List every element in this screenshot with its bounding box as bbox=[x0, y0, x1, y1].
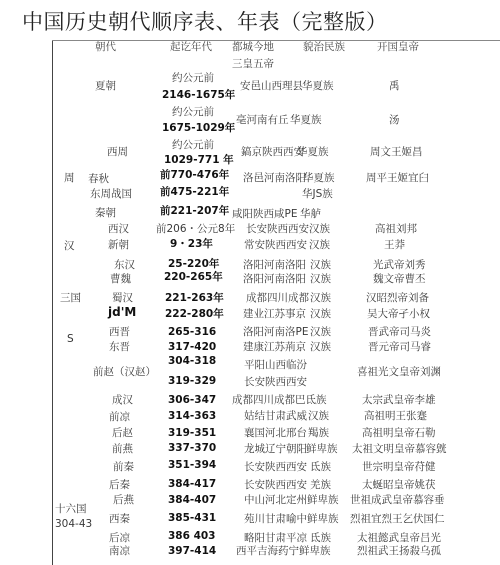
years-houzhao: 319-351 bbox=[168, 427, 217, 439]
years-zhanguo: 前475-221年 bbox=[160, 186, 230, 198]
capital-houliang: 略阳甘肃平凉 bbox=[244, 532, 307, 544]
years-xia-a: 约公元前 bbox=[172, 72, 214, 84]
years-xiqin: 385-431 bbox=[168, 512, 217, 524]
ethnic-qianliang: 汉族 bbox=[308, 410, 329, 422]
capital-shang: 亳河南有丘 bbox=[236, 114, 289, 126]
founder-caowei: 魏文帝曹丕 bbox=[373, 273, 426, 285]
founder-dongjin: 晋元帝司马睿 bbox=[368, 341, 431, 353]
years-qianliang: 314-363 bbox=[168, 410, 217, 422]
ethnic-qianyan: 鲜卑族 bbox=[306, 443, 338, 455]
ethnic-xinchao: 汉族 bbox=[309, 239, 330, 251]
dynasty-chunqiu: 春秋 bbox=[88, 173, 109, 185]
ethnic-chunqiu: 华夏族 bbox=[303, 172, 335, 184]
ethnic-xizhou: 华夏族 bbox=[297, 146, 329, 158]
dynasty-dongwu: jd'M bbox=[108, 305, 137, 319]
dynasty-houzhao: 后赵 bbox=[112, 427, 133, 439]
years-shang-a: 约公元前 bbox=[172, 106, 214, 118]
founder-shang: 汤 bbox=[389, 114, 400, 126]
years-xinchao: 9・23年 bbox=[170, 238, 213, 250]
capital-xizhou: 鎬京陕西西安 bbox=[241, 146, 304, 158]
years-qin: 前221-207年 bbox=[160, 205, 230, 217]
capital-nanliang: 西平吉海药宁鲜卑族 bbox=[236, 545, 331, 557]
founder-qianyan: 太祖文明皇帝慕容皝 bbox=[352, 443, 447, 455]
dynasty-dongjin: 东晋 bbox=[109, 341, 130, 353]
capital-qin: 咸阳陕西咸PE bbox=[232, 208, 298, 220]
founder-xiqin: 烈祖宜烈王乞伏国仁 bbox=[350, 513, 445, 525]
founder-houliang: 太祖懿武皇帝吕光 bbox=[357, 532, 441, 544]
founder-dongwu: 吴大帝孑小权 bbox=[367, 308, 430, 320]
founder-xinchao: 王莽 bbox=[384, 239, 405, 251]
years-chunqiu: 前770-476年 bbox=[160, 169, 230, 181]
dynasty-qianyan: 前燕 bbox=[112, 443, 133, 455]
founder-donghan: 光武帝刘秀 bbox=[373, 259, 426, 271]
dynasty-zhanguo: 东周战国 bbox=[90, 188, 132, 200]
years-qianzhao-b: 319-329 bbox=[168, 375, 217, 387]
dynasty-houliang: 后凉 bbox=[109, 532, 130, 544]
dynasty-qianliang: 前凉 bbox=[109, 411, 130, 423]
years-caowei: 220-265年 bbox=[164, 271, 223, 283]
founder-xihan: 高祖刘邦 bbox=[375, 223, 417, 235]
capital-qianliang: 姑结甘肃武威 bbox=[244, 410, 307, 422]
founder-houyan: 世祖成武皇帝慕容垂 bbox=[350, 494, 445, 506]
capital-chenghan: 成都四川成都巴氐族 bbox=[232, 394, 327, 406]
capital-houqin: 长安陕西西安 bbox=[244, 479, 307, 491]
era-jin: S bbox=[67, 333, 74, 345]
capital-chunqiu: 洛邑河南洛阳 bbox=[243, 172, 306, 184]
dynasty-xijin: 西晋 bbox=[109, 326, 130, 338]
dynasty-qianqin: 前秦 bbox=[113, 461, 134, 473]
years-xizhou-b: 1029-771 年 bbox=[164, 154, 234, 166]
dynasty-xia: 夏朝 bbox=[95, 80, 116, 92]
years-houliang: 386 403 bbox=[168, 530, 216, 542]
era-sanguo: 三国 bbox=[60, 292, 81, 304]
years-xia-b: 2146-1675年 bbox=[162, 89, 236, 101]
dynasty-donghan: 东汉 bbox=[114, 259, 135, 271]
ethnic-zhanguo: 华JS族 bbox=[302, 188, 333, 200]
years-shang-b: 1675-1029年 bbox=[162, 122, 236, 134]
table-left-border bbox=[52, 40, 53, 565]
dynasty-xihan: 西汉 bbox=[108, 223, 129, 235]
dynasty-xiqin: 西秦 bbox=[109, 513, 130, 525]
ethnic-dongjin: 汉族 bbox=[310, 341, 331, 353]
years-chenghan: 306-347 bbox=[168, 394, 217, 406]
years-nanliang: 397-414 bbox=[168, 545, 217, 557]
founder-houqin: 太蜒昭皇帝姚茯 bbox=[362, 479, 436, 491]
capital-xiqin: 苑川甘肃喻中鲜卑族 bbox=[244, 513, 339, 525]
years-qianqin: 351-394 bbox=[168, 459, 217, 471]
capital-dongjin: 建康江苏荊京 bbox=[243, 341, 306, 353]
header-capital: 都城今地 bbox=[232, 41, 274, 53]
founder-nanliang: 烈祖武王扬殺乌孤 bbox=[357, 545, 441, 557]
ethnic-qin: 华舻 bbox=[300, 208, 321, 220]
capital-qianyan: 龙城辽宁朝阳 bbox=[244, 443, 307, 455]
years-xizhou-a: 约公元前 bbox=[172, 139, 214, 151]
founder-qianzhao: 喜祖光文皇帝刘渊 bbox=[357, 366, 441, 378]
capital-xihan: 长安陕西西安 bbox=[246, 223, 309, 235]
ethnic-dongwu: 汉族 bbox=[310, 308, 331, 320]
ethnic-caowei: 汉族 bbox=[310, 273, 331, 285]
capital-xia: 安邑山西理县 bbox=[240, 80, 303, 92]
founder-qianqin: 世宗明皇帝苻健 bbox=[362, 461, 436, 473]
era-zhou: 周 bbox=[64, 172, 75, 184]
era-han: 汉 bbox=[64, 240, 75, 252]
capital-shuhan: 成都四川成都 bbox=[246, 292, 309, 304]
capital-xijin: 洛阳河南洛PE bbox=[243, 326, 309, 338]
ethnic-qianqin: 氐族 bbox=[310, 461, 331, 473]
founder-houzhao: 高祖明皇帝石勒 bbox=[362, 427, 436, 439]
page-title: 中国历史朝代顺序表、年表（完整版） bbox=[22, 10, 388, 34]
years-xijin: 265-316 bbox=[168, 326, 217, 338]
founder-xijin: 晋武帝司马炎 bbox=[368, 326, 431, 338]
capital-dongwu: 建业江苏事京 bbox=[243, 308, 306, 320]
founder-shuhan: 汉昭烈帝刘备 bbox=[366, 292, 429, 304]
ethnic-shang: 华夏族 bbox=[290, 114, 322, 126]
years-shuhan: 221-263年 bbox=[165, 292, 224, 304]
ethnic-xijin: 汉族 bbox=[310, 326, 331, 338]
founder-qianliang: 高祖明王张蹇 bbox=[364, 410, 427, 422]
capital-houzhao: 襄国河北邢台 bbox=[244, 427, 307, 439]
ethnic-donghan: 汉族 bbox=[310, 259, 331, 271]
founder-xia: 禹 bbox=[389, 80, 400, 92]
ethnic-shuhan: 汉族 bbox=[310, 292, 331, 304]
ethnic-xia: 华夏族 bbox=[302, 80, 334, 92]
era-shiliuguo-years: 304-43 bbox=[55, 518, 93, 530]
dynasty-xinchao: 新朝 bbox=[108, 239, 129, 251]
capital-donghan: 洛阳河南洛阳 bbox=[243, 259, 306, 271]
top-row-label: 三皇五帝 bbox=[232, 58, 274, 70]
founder-chenghan: 太宗武皇帝李雄 bbox=[362, 394, 436, 406]
ethnic-xihan: 汉族 bbox=[309, 223, 330, 235]
table-top-border bbox=[52, 40, 500, 41]
dynasty-houyan: 后燕 bbox=[113, 494, 134, 506]
capital-qianqin: 长安陕西西安 bbox=[244, 461, 307, 473]
header-founder: 开国皇帝 bbox=[377, 41, 419, 53]
capital-caowei: 洛阳河南洛阳 bbox=[243, 273, 306, 285]
dynasty-xizhou: 西周 bbox=[107, 146, 128, 158]
dynasty-chenghan: 成汉 bbox=[112, 394, 133, 406]
years-houqin: 384-417 bbox=[168, 478, 217, 490]
capital-houyan: 中山河北定州鲜卑族 bbox=[244, 494, 339, 506]
header-dynasty: 朝代 bbox=[95, 41, 116, 53]
years-dongjin: 317-420 bbox=[168, 341, 217, 353]
capital-xinchao: 常安陕西西安 bbox=[244, 239, 307, 251]
years-houyan: 384-407 bbox=[168, 494, 217, 506]
years-donghan: 25-220年 bbox=[168, 258, 220, 270]
founder-xizhou: 周文王姬昌 bbox=[370, 146, 423, 158]
dynasty-qianzhao: 前赵（汉赵） bbox=[93, 366, 156, 378]
capital-qianzhao-a: 平阳山西临汾 bbox=[244, 359, 307, 371]
header-ethnic: 貌治民族 bbox=[303, 41, 345, 53]
years-qianyan: 337-370 bbox=[168, 442, 217, 454]
dynasty-houqin: 后秦 bbox=[109, 479, 130, 491]
header-years: 起讫年代 bbox=[170, 41, 212, 53]
dynasty-shuhan: 蜀汉 bbox=[112, 292, 133, 304]
dynasty-qin: 秦朝 bbox=[95, 207, 116, 219]
ethnic-houqin: 羌族 bbox=[310, 479, 331, 491]
era-shiliuguo: 十六国 bbox=[55, 503, 87, 515]
dynasty-caowei: 曹魏 bbox=[110, 273, 131, 285]
ethnic-houliang: 氐族 bbox=[310, 532, 331, 544]
ethnic-houzhao: 羯族 bbox=[308, 427, 329, 439]
years-xihan: 前206・公元8年 bbox=[156, 223, 236, 235]
years-qianzhao-a: 304-318 bbox=[168, 355, 217, 367]
founder-chunqiu: 周平王姬宜臼 bbox=[366, 172, 429, 184]
dynasty-nanliang: 南凉 bbox=[109, 545, 130, 557]
capital-qianzhao-b: 长安陕西西安 bbox=[244, 376, 307, 388]
years-dongwu: 222-280年 bbox=[165, 308, 224, 320]
